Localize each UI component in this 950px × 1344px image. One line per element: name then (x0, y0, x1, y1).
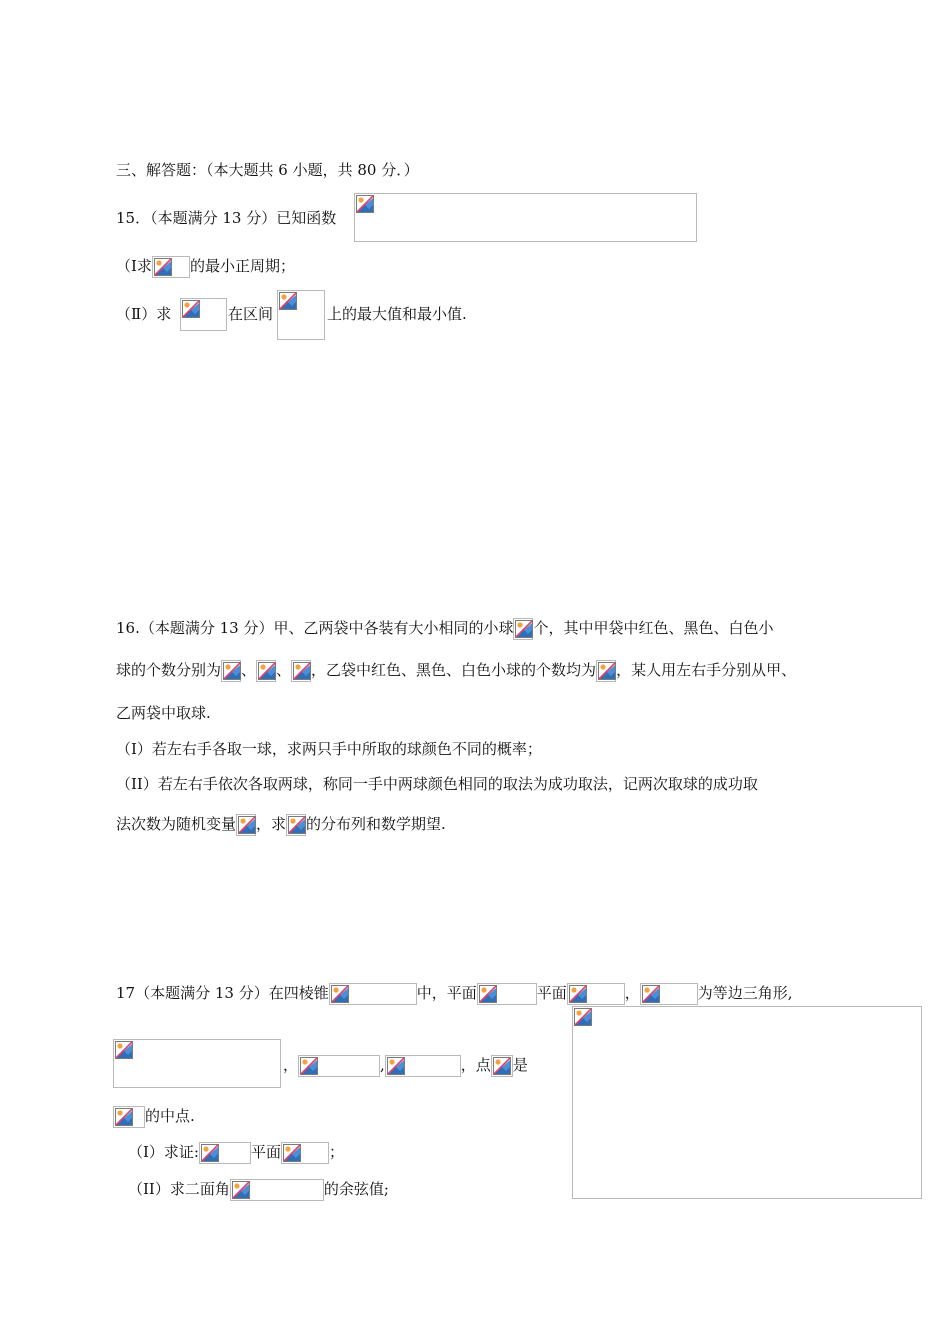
q17-l3: 的中点. (145, 1107, 195, 1125)
broken-image-icon (642, 985, 660, 1003)
formula-image (513, 618, 533, 640)
q16-l2-a: 球的个数分别为 (116, 661, 222, 679)
broken-image-icon (154, 258, 172, 276)
q15-intro: 15．（本题满分 13 分）已知函数 (116, 209, 337, 227)
formula-image (230, 1179, 324, 1201)
broken-image-icon (387, 1057, 405, 1075)
q17-l1-a: 17（本题满分 13 分）在四棱锥 (116, 984, 329, 1002)
q17-p1-b: 平面 (250, 1143, 281, 1161)
broken-image-icon (598, 662, 616, 680)
q17-l1-b: 中，平面 (416, 984, 477, 1002)
pyramid-figure-image (572, 1006, 922, 1199)
q17-line2 (283, 1055, 528, 1077)
formula-image (298, 1055, 380, 1077)
q17-line1 (116, 983, 793, 1005)
q17-l2-d: 是 (512, 1056, 528, 1074)
broken-image-icon (493, 1057, 511, 1075)
q17-part1 (128, 1142, 344, 1164)
q16-part1: （I）若左右手各取一球，求两只手中所取的球颜色不同的概率； (116, 740, 542, 758)
q15-part2-b: 在区间 (228, 305, 274, 323)
broken-image-icon (288, 816, 306, 834)
q17-p2-a: （II）求二面角 (128, 1180, 230, 1198)
q16-l2-b: ，乙袋中红色、黑色、白色小球的个数均为 (311, 661, 597, 679)
broken-image-icon (331, 985, 349, 1003)
broken-image-icon (356, 195, 374, 213)
formula-image (236, 814, 256, 836)
formula-image (281, 1142, 329, 1164)
condition-formula-image (113, 1039, 281, 1088)
q16-part2-line2 (116, 814, 446, 836)
q16-line1 (116, 618, 774, 640)
formula-image (256, 660, 276, 682)
broken-image-icon (115, 1108, 133, 1126)
q16-p2-c: 的分布列和数学期望. (306, 815, 446, 833)
broken-image-icon (574, 1008, 592, 1026)
formula-image (199, 1142, 251, 1164)
broken-image-icon (232, 1181, 250, 1199)
formula-image (113, 1106, 145, 1128)
broken-image-icon (201, 1144, 219, 1162)
section-header: 三、解答题：（本大题共 6 小题，共 80 分．） (116, 161, 419, 179)
q16-l1-a: 16.（本题满分 13 分）甲、乙两袋中各装有大小相同的小球 (116, 619, 514, 637)
formula-image (329, 983, 417, 1005)
q16-p2-a: 法次数为随机变量 (116, 815, 237, 833)
q16-part2-line1: （II）若左右手依次各取两球，称同一手中两球颜色相同的取法为成功取法，记两次取球的成功取 (116, 775, 758, 793)
q16-sep2: 、 (276, 661, 292, 679)
q16-l1-b: 个，其中甲袋中红色、黑色、白色小 (533, 619, 774, 637)
broken-image-icon (279, 292, 297, 310)
formula-image (152, 256, 190, 278)
q17-p1-a: （I）求证: (128, 1143, 199, 1161)
broken-image-icon (293, 662, 311, 680)
q17-l1-d: ， (624, 984, 640, 1002)
q17-part2 (128, 1179, 389, 1201)
broken-image-icon (479, 985, 497, 1003)
q15-part2-c: 上的最大值和最小值. (327, 305, 467, 323)
q16-sep1: 、 (241, 661, 257, 679)
formula-image (491, 1055, 513, 1077)
formula-image (596, 660, 616, 682)
formula-image (291, 660, 311, 682)
formula-image (385, 1055, 461, 1077)
formula-image (221, 660, 241, 682)
q16-p2-b: ，求 (256, 815, 287, 833)
broken-image-icon (569, 985, 587, 1003)
q17-l2-a: ， (283, 1056, 299, 1074)
broken-image-icon (300, 1057, 318, 1075)
formula-image (640, 983, 698, 1005)
formula-image (567, 983, 625, 1005)
q17-p1-c: ； (329, 1143, 345, 1161)
q17-line3 (113, 1106, 195, 1128)
q15-part1 (116, 256, 295, 278)
broken-image-icon (223, 662, 241, 680)
q15-part1-text-a: （Ⅰ求 (116, 257, 152, 275)
interval-formula-image (277, 290, 325, 340)
broken-image-icon (115, 1041, 133, 1059)
broken-image-icon (238, 816, 256, 834)
q15-part1-text-b: 的最小正周期； (189, 257, 295, 275)
formula-image (180, 298, 227, 331)
q17-l2-c: ，点 (460, 1056, 491, 1074)
q17-l2-b: , (380, 1056, 385, 1074)
broken-image-icon (182, 300, 200, 318)
function-formula-image (354, 193, 697, 242)
q17-l1-e: 为等边三角形, (697, 984, 793, 1002)
formula-image (286, 814, 306, 836)
formula-image (477, 983, 537, 1005)
q17-l1-c: 平面 (536, 984, 567, 1002)
q16-line3: 乙两袋中取球. (116, 704, 211, 722)
q16-l2-c: ，某人用左右手分别从甲、 (616, 661, 797, 679)
q17-p2-b: 的余弦值; (323, 1180, 389, 1198)
broken-image-icon (258, 662, 276, 680)
q15-part2-a: （Ⅱ）求 (116, 305, 172, 323)
q16-line2 (116, 660, 796, 682)
broken-image-icon (283, 1144, 301, 1162)
broken-image-icon (515, 620, 533, 638)
